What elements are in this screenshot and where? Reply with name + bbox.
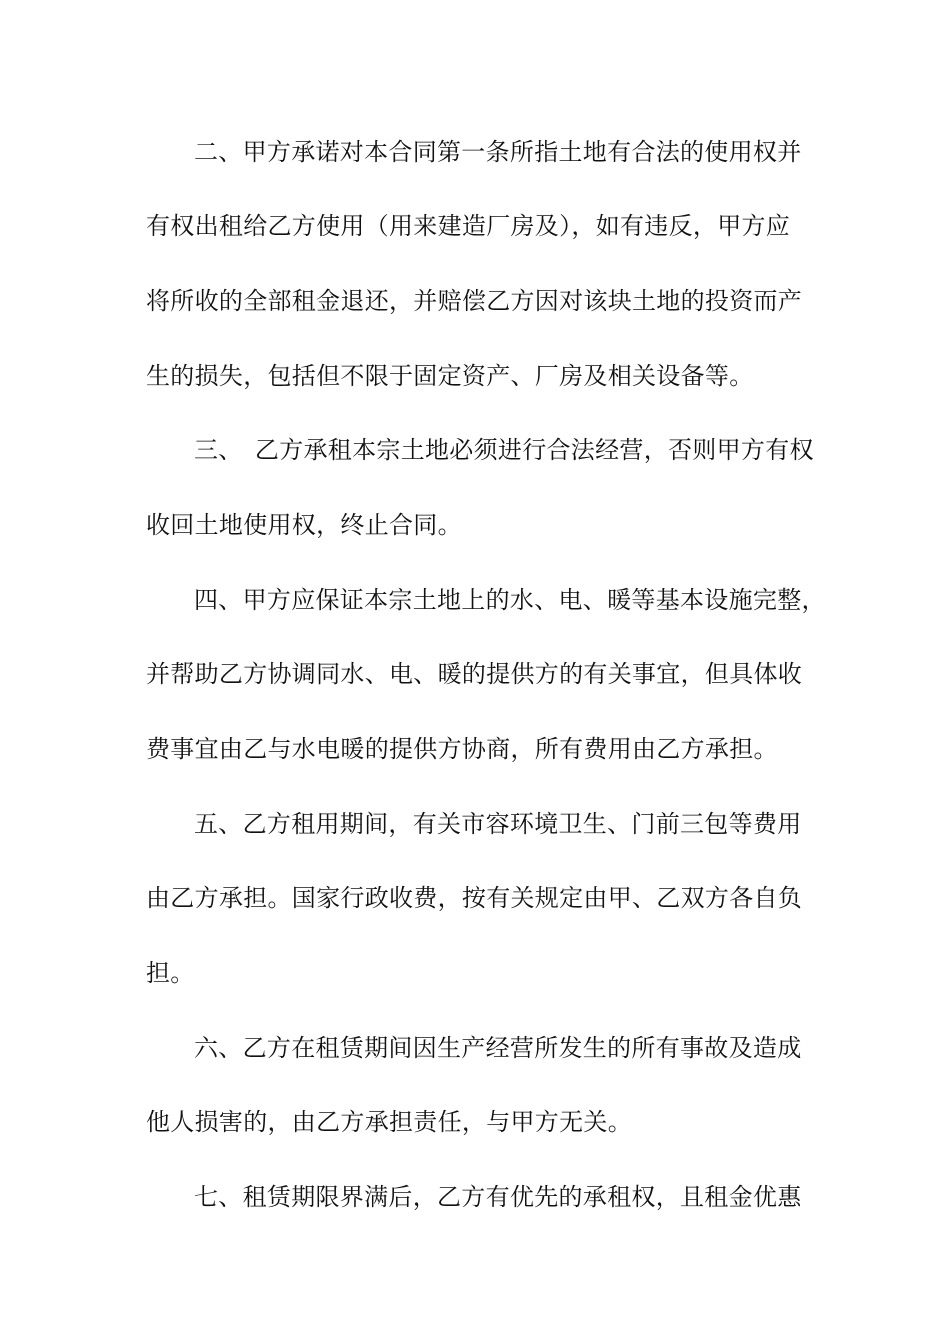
clause-2-line-3: 将所收的全部租金退还，并赔偿乙方因对该块土地的投资而产 (146, 287, 803, 315)
clause-3-line-2: 收回土地使用权，终止合同。 (146, 511, 462, 539)
clause-6-line-1: 六、乙方在租赁期间因生产经营所发生的所有事故及造成 (194, 1034, 802, 1062)
clause-4-line-1: 四、甲方应保证本宗土地上的水、电、暖等基本设施完整， (194, 586, 826, 614)
clause-2-line-1: 二、甲方承诺对本合同第一条所指土地有合法的使用权并 (194, 138, 802, 166)
clause-5-line-2: 由乙方承担。国家行政收费，按有关规定由甲、乙双方各自负 (146, 884, 803, 912)
clause-3-line-1: 三、 乙方承租本宗土地必须进行合法经营，否则甲方有权 (194, 436, 814, 464)
clause-7-line-1: 七、租赁期限界满后，乙方有优先的承租权，且租金优惠 (194, 1183, 802, 1211)
clause-2-line-2: 有权出租给乙方使用（用来建造厂房及），如有违反，甲方应 (146, 212, 791, 240)
clause-5-line-3: 担。 (146, 959, 195, 987)
clause-4-line-2: 并帮助乙方协调同水、电、暖的提供方的有关事宜，但具体收 (146, 660, 803, 688)
clause-2-line-4: 生的损失，包括但不限于固定资产、厂房及相关设备等。 (146, 362, 754, 390)
clause-5-line-1: 五、乙方租用期间，有关市容环境卫生、门前三包等费用 (194, 810, 802, 838)
clause-4-line-3: 费事宜由乙与水电暖的提供方协商，所有费用由乙方承担。 (146, 735, 778, 763)
clause-6-line-2: 他人损害的，由乙方承担责任，与甲方无关。 (146, 1108, 632, 1136)
